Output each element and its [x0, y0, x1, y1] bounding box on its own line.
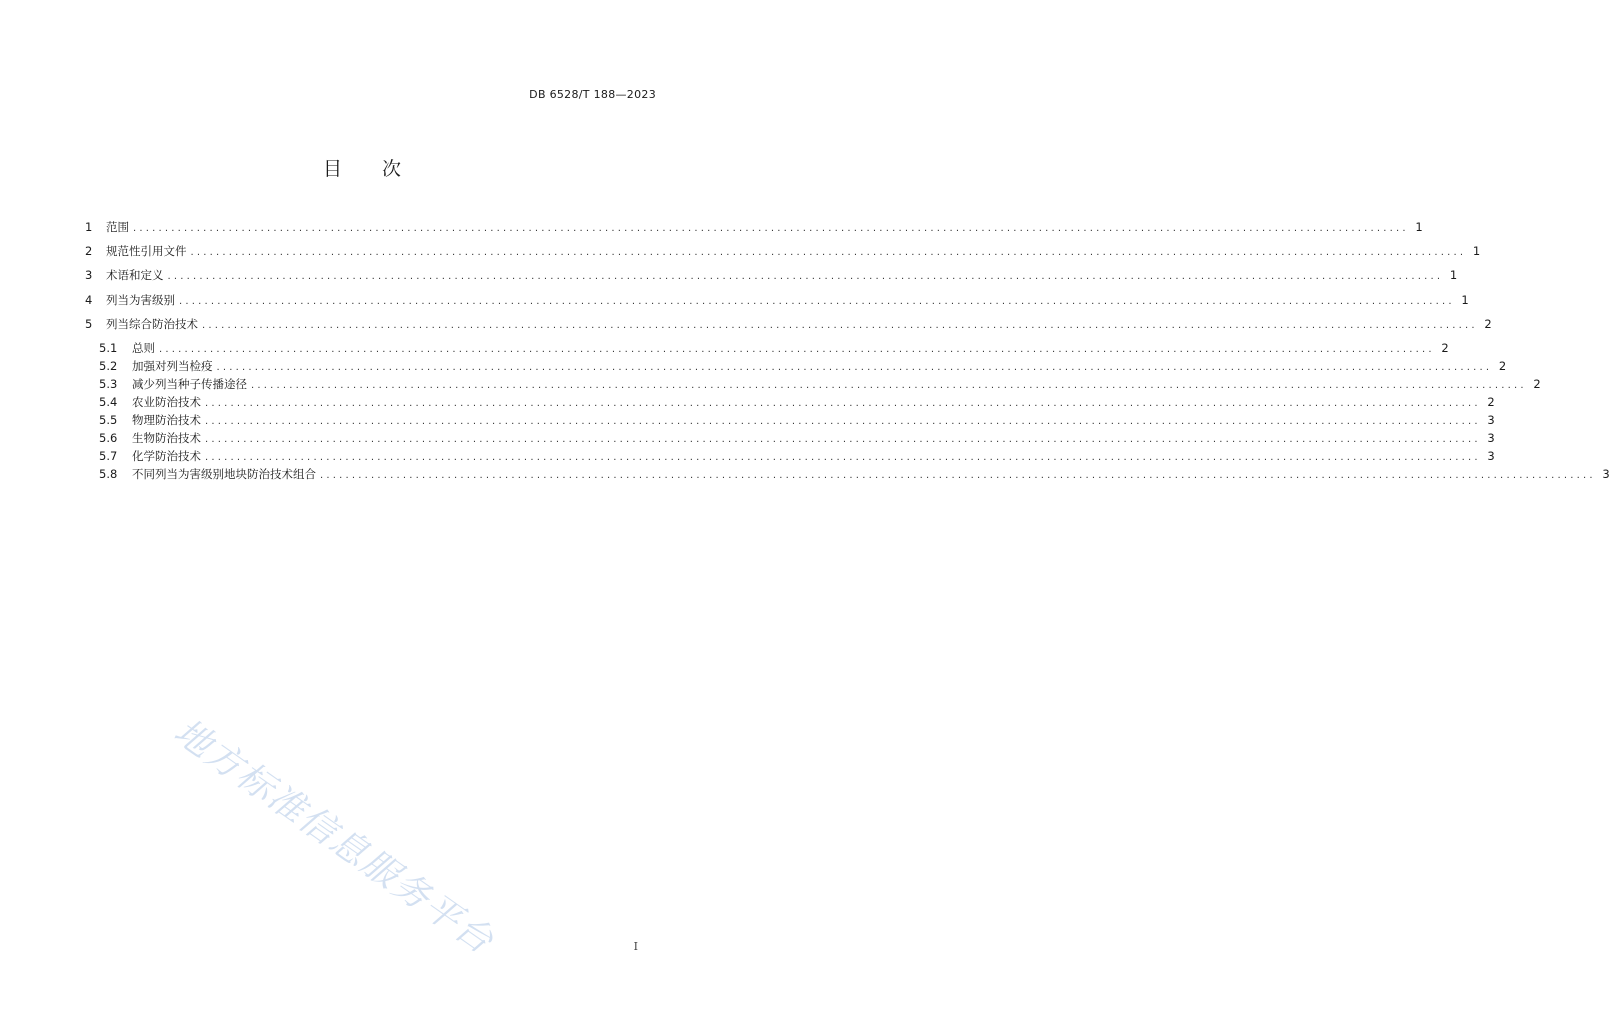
- toc-dot-leader: ........................................................................................................................................................................................................: [216, 361, 1493, 373]
- table-of-contents: [85, 218, 1610, 483]
- toc-entry-page: 2: [1484, 316, 1492, 331]
- toc-entry-page: 2: [1441, 340, 1449, 355]
- toc-entry-page: 3: [1487, 430, 1495, 445]
- toc-entry-page: 1: [1449, 268, 1458, 283]
- toc-dot-leader: ........................................................................................................................................................................................................: [205, 415, 1481, 427]
- toc-entry-label: 不同列当为害级别地块防治技术组合: [132, 466, 316, 481]
- toc-title-char-2: 次: [382, 158, 402, 180]
- toc-entry-page: 3: [1602, 466, 1610, 481]
- toc-dot-leader: ........................................................................................................................................................................................................: [190, 247, 1467, 259]
- toc-dot-leader: ........................................................................................................................................................................................................: [179, 295, 1455, 307]
- toc-entry-label: 减少列当种子传播途径: [132, 376, 247, 391]
- toc-title: [0, 154, 724, 181]
- toc-dot-leader: ........................................................................................................................................................................................................: [205, 451, 1481, 463]
- toc-dot-leader: ........................................................................................................................................................................................................: [320, 469, 1596, 481]
- toc-entry[interactable]: [85, 465, 1610, 483]
- toc-dot-leader: ........................................................................................................................................................................................................: [205, 433, 1481, 445]
- toc-entry-number: 5.7: [99, 448, 118, 463]
- toc-dot-leader: ........................................................................................................................................................................................................: [133, 223, 1409, 234]
- toc-entry-label: 范围: [106, 220, 129, 234]
- toc-entry-page: 1: [1461, 292, 1469, 307]
- page-number: I: [633, 940, 638, 953]
- toc-entry[interactable]: [85, 315, 1492, 333]
- toc-entry[interactable]: [85, 447, 1495, 465]
- toc-entry[interactable]: [85, 339, 1449, 357]
- toc-entry-page: 2: [1498, 358, 1507, 373]
- toc-entry-label: 总则: [132, 340, 155, 355]
- toc-entry-page: 1: [1415, 220, 1423, 234]
- toc-entry-number: 2: [85, 244, 93, 259]
- toc-entry-number: 5.4: [99, 394, 118, 409]
- toc-dot-leader: ........................................................................................................................................................................................................: [167, 271, 1444, 283]
- toc-entry-number: 4: [85, 292, 93, 307]
- toc-entry-number: 5.3: [99, 376, 118, 391]
- toc-entry-page: 3: [1487, 412, 1495, 427]
- toc-entry-page: 1: [1472, 244, 1481, 259]
- toc-entry-number: 5.8: [99, 466, 118, 481]
- toc-title-char-1: 目: [322, 158, 342, 180]
- toc-entry-page: 2: [1533, 376, 1541, 391]
- toc-entry-label: 物理防治技术: [132, 412, 201, 427]
- toc-entry-number: 5.5: [99, 412, 118, 427]
- toc-entry-number: 1: [85, 220, 93, 234]
- toc-entry-number: 5: [85, 316, 93, 331]
- toc-entry-label: 化学防治技术: [132, 448, 201, 463]
- document-code: DB 6528/T 188—2023: [529, 88, 656, 101]
- toc-entry[interactable]: [85, 375, 1541, 393]
- toc-entry-number: 5.2: [99, 358, 118, 373]
- toc-entry-label: 列当综合防治技术: [106, 316, 198, 331]
- toc-entry[interactable]: [85, 411, 1495, 429]
- toc-entry[interactable]: [85, 218, 1423, 236]
- toc-entry-page: 3: [1487, 448, 1495, 463]
- toc-entry[interactable]: [85, 393, 1495, 411]
- toc-dot-leader: ........................................................................................................................................................................................................: [205, 397, 1481, 409]
- toc-dot-leader: ........................................................................................................................................................................................................: [202, 319, 1478, 331]
- toc-entry[interactable]: [85, 291, 1469, 309]
- toc-entry[interactable]: [85, 357, 1507, 375]
- toc-entry-label: 加强对列当检疫: [132, 358, 213, 373]
- toc-entry-label: 术语和定义: [106, 268, 164, 283]
- toc-entry[interactable]: [85, 242, 1481, 260]
- watermark-text: 地方标准信息服务平台: [166, 711, 502, 963]
- toc-entry-label: 农业防治技术: [132, 394, 201, 409]
- toc-entry-label: 列当为害级别: [106, 292, 175, 307]
- toc-dot-leader: ........................................................................................................................................................................................................: [251, 379, 1527, 391]
- toc-entry-label: 生物防治技术: [132, 430, 201, 445]
- toc-entry[interactable]: [85, 429, 1495, 447]
- toc-dot-leader: ........................................................................................................................................................................................................: [159, 343, 1435, 355]
- toc-entry-page: 2: [1487, 394, 1495, 409]
- toc-entry[interactable]: [85, 266, 1458, 284]
- toc-entry-number: 3: [85, 268, 93, 283]
- toc-entry-number: 5.6: [99, 430, 118, 445]
- toc-entry-label: 规范性引用文件: [106, 244, 187, 259]
- toc-entry-number: 5.1: [99, 340, 118, 355]
